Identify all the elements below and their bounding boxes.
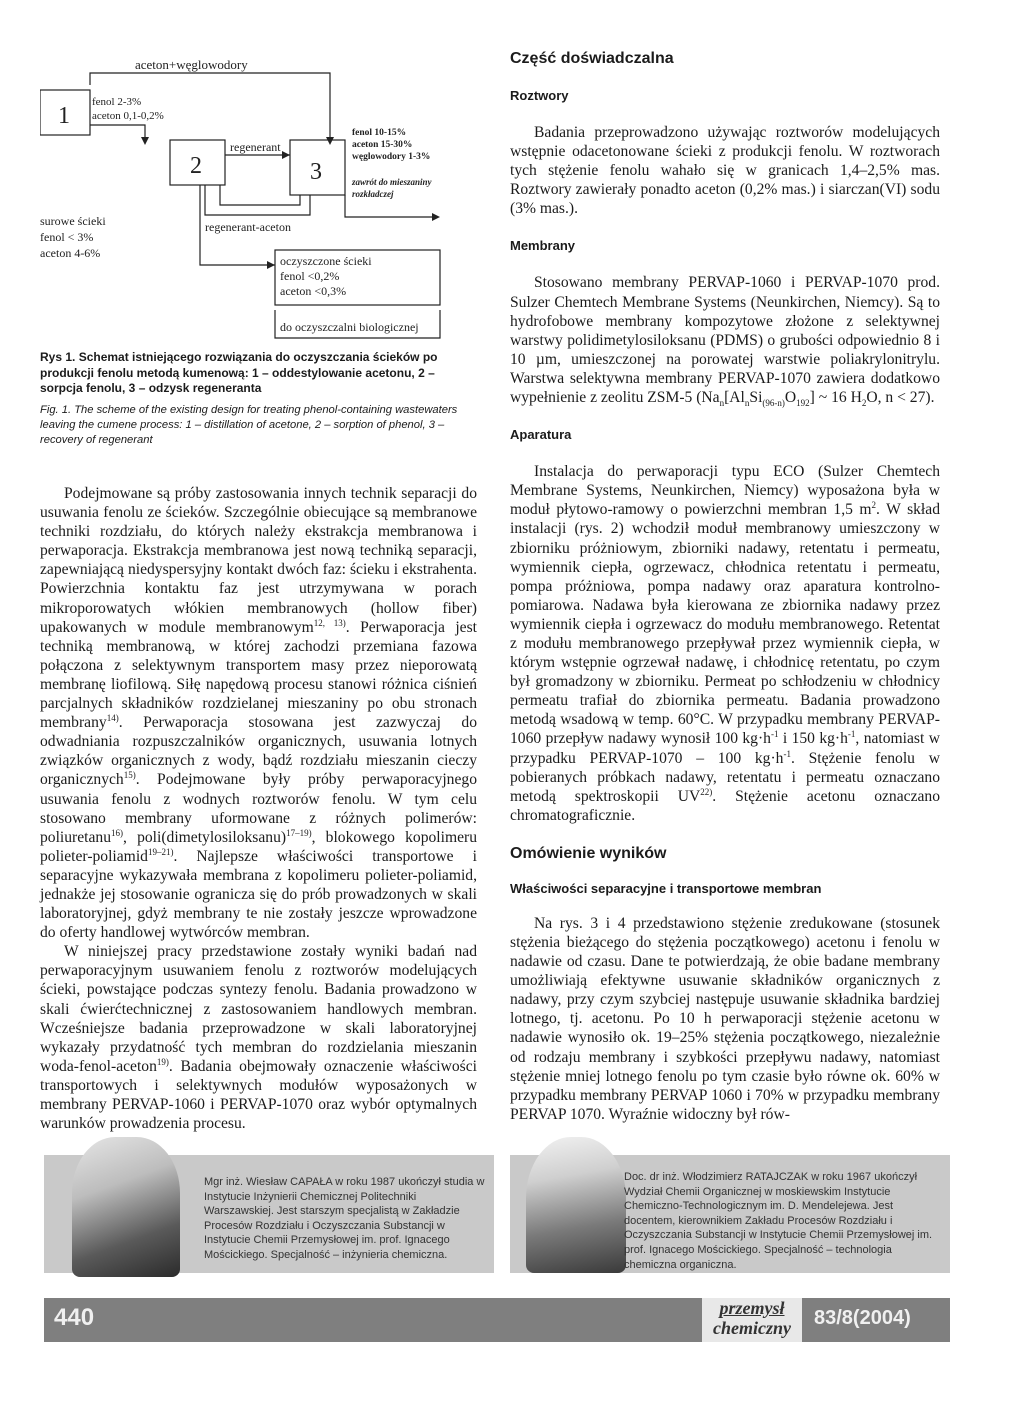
diagram-mix-line2: rozkładczej [352, 189, 394, 199]
diagram-mix-line1: zawrót do mieszaniny [352, 177, 432, 187]
subheading-separation-properties: Właściwości separacyjne i transportowe membran [510, 880, 822, 896]
diagram-box2-number: 2 [190, 153, 202, 179]
section-heading-results: Omówienie wyników [510, 844, 667, 862]
diagram-regenerant-label: regenerant [230, 140, 281, 154]
diagram-box1-line2: aceton 0,1-0,2% [92, 110, 164, 122]
author-photo-capala [72, 1137, 180, 1277]
journal-logo [702, 1298, 802, 1342]
author-bio-ratajczak [510, 1155, 950, 1273]
figure-caption-polish: Rys 1. Schemat istniejącego rozwiązania do oczyszczania ścieków po produkcji fenolu metodą kumenową: 1 – oddestylowanie acetonu, 2 – sorpcja fenolu, 3 – odzysk regeneranta [40, 350, 438, 395]
figure-caption-english: Fig. 1. The scheme of the existing design for treating phenol-containing wastewaters leaving the cumene process: 1 – distillation of acetone, 2 – sorption of phenol, 3 – recovery of regenerant [40, 404, 458, 446]
left-column [40, 484, 477, 1133]
diagram-box3-line1: fenol 10-15% [352, 128, 407, 138]
author-bio-capala [44, 1155, 494, 1273]
diagram-box1-number: 1 [58, 103, 70, 129]
issue-number: 83/8(2004) [814, 1307, 911, 1329]
section-heading-experimental: Część doświadczalna [510, 50, 674, 67]
solutions-paragraph: Badania przeprowadzono używając roztworów modelujących wstępnie odacetonowane ścieki z produkcji fenolu. W roztworach tych stężenie fenolu wahało się w granicach 1,4–2,5% mas. Roztwory zawierały ponadto aceton (0,2% mas.) i siarczan(VI) sodu (3% mas.). [510, 124, 940, 218]
results-paragraph: Na rys. 3 i 4 przedstawiono stężenie zredukowane (stosunek stężenia bieżącego do stężenia początkowego) acetonu i fenolu w nadawie od czasu. Dane te potwierdzają, że obie badane membrany umożliwiają efektywne usuwanie składników organicznych z nadawy, przy czym szybciej następuje usuwanie składnika bardziej lotnego, tj. acetonu. Po 10 h perwaporacji stężenie acetonu w nadawie wynosiło ok. 19–25% stężenia początkowego, niezależnie od rodzaju membrany i szybkości przepływu nadawy, natomiast stężenie mniej lotnego fenolu po tym czasie było równe ok. 60% w przypadku membrany PERVAP 1060 i 70% w przypadku membrany PERVAP 1070. Wyraźnie widoczny był rów- [510, 914, 940, 1123]
diagram-clean-line3: aceton <0,3% [280, 284, 347, 298]
diagram-box1-line1: fenol 2-3% [92, 96, 142, 108]
diagram-top-label: aceton+węglowodory [135, 57, 248, 72]
diagram-box3-line3: węglowodory 1-3% [352, 152, 431, 162]
right-column [510, 50, 940, 1124]
author-bio-text-capala: Mgr inż. Wiesław CAPAŁA w roku 1987 ukończył studia w Instytucie Inżynierii Chemicznej Politechniki Warszawskiej. Jest starszym specjalistą w Zakładzie Procesów Rozdziału i Oczyszczania Substancji w Instytucie Chemii Przemysłowej im. prof. Ignacego Mościckiego. Specjalność – inżynieria chemiczna. [204, 1176, 485, 1261]
aim-paragraph: W niniejszej pracy przedstawione zostały wyniki badań nad perwaporacyjnym usuwaniem fenolu z roztworów modelujących ścieki, powstające podczas syntezy fenolu. Badania prowadzono w skali ćwierćtechnicznej z zastosowaniem handlowych membran. Wcześniejsze badania przeprowadzone w skali laboratoryjnej wykazały przydatność tych membran do rozdzielania mieszanin woda-fenol-aceton$^{19)}$. Badania obejmowały oznaczenie właściwości transportowych i selektywnych modułów wyposażonych w membrany PERVAP-1060 i PERVAP-1070 oraz wybór optymalnych warunków prowadzenia procesu. [40, 943, 477, 1133]
diagram-waste-line3: aceton 4-6% [40, 246, 101, 260]
journal-logo-line1: przemysł [719, 1298, 785, 1318]
process-scheme-diagram [40, 55, 460, 355]
page-number: 440 [54, 1304, 95, 1331]
diagram-bio-label: do oczyszczalni biologicznej [280, 320, 419, 334]
diagram-clean-line2: fenol <0,2% [280, 269, 340, 283]
subheading-apparatus: Aparatura [510, 427, 572, 443]
diagram-box3-line2: aceton 15-30% [352, 140, 413, 150]
diagram-regen-aceton-label: regenerant-aceton [205, 220, 291, 234]
diagram-waste-line2: fenol < 3% [40, 230, 94, 244]
footer-band [44, 1298, 950, 1342]
author-bio-text-ratajczak: Doc. dr inż. Włodzimierz RATAJCZAK w roku 1967 ukończył Wydział Chemii Organicznej w moskiewskim Instytucie Chemiczno-Technologicznym im. D. Mendelejewa. Jest docentem, kierownikiem Zakładu Procesów Rozdziału i Oczyszczania Substancji w Instytucie Chemii Przemysłowej im. prof. Ignacego Mościckiego. Specjalność – technologia chemiczna organiczna. [624, 1171, 933, 1271]
diagram-box3-number: 3 [310, 159, 322, 185]
apparatus-paragraph: Instalacja do perwaporacji typu ECO (Sulzer Chemtech Membrane Systems, Neunkirchen, Niemcy) wyposażona była w moduł płytowo-ramowy o powierzchni membran 1,5 $m^2$. W skład instalacji (rys. 2) wchodził moduł membranowy umieszczony w zbiorniku próżniowym, zbiorniki nadawy, retentatu i permeatu, wymiennik ciepła, ogrzewacz, chłodnica retentatu i permeatu, pompa próżniowa, pompa nadawy oraz aparatura kontrolno-pomiarowa. Nadawa była kierowana ze zbiornika nadawy przez wymiennik ciepła i ogrzewacz do modułu membranowego. Retentat z modułu membranowego przepływał przez wymiennik ciepła, w którym wstępnie ogrzewał nadawę, i chłodnicę retentatu, po czym był gromadzony w zbiorniku. Permeat po schłodzeniu w chłodnicy permeatu trafiał do zbiornika permeatu. Badania prowadzono metodą wsadową w temp. 60°C. W przypadku membrany PERVAP-1060 przepływ nadawy wynosił 100 $kg\cdot h^{-1}$ i 150 $kg\cdot h^{-1}$, natomiast w przypadku PERVAP-1070 – 100 $kg\cdot h^{-1}$. Stężenie fenolu w pobieranych próbkach nadawy, retentatu i permeatu oznaczano metodą spektroskopii UV$^{22)}$. Stężenie acetonu oznaczano chromatograficznie. [510, 463, 941, 824]
intro-paragraph: Podejmowane są próby zastosowania innych technik separacji do usuwania fenolu ze ścieków. Szczególnie obiecujące są membranowe techniki rozdziału, do których należy ekstrakcja membranowa i perwaporacja. Ekstrakcja membranowa jest nową techniką separacji, zapewniającą niedyspersyjny kontakt dwóch faz: ścieku i ekstrahenta. Powierzchnia kontaktu faz jest utrzymywana w porach mikroporowatych włókien membranowych (hollow fiber) upakowanych w module membranowym$^{12, 13)}$. Perwaporacja jest techniką membranową, w której zachodzi przemiana fazowa połączona z selektywnym transportem masy przez nieporowatą membranę liofilową. Siłę napędową procesu stanowi różnica ciśnień parcjalnych składników rozdzielanej mieszaniny po obu stronach membrany$^{14)}$. Perwaporacja stosowana jest zazwyczaj do odwadniania rozpuszczalników organicznych, usuwania lotnych związków organicznych z wody, bądź rozdziału mieszanin cieczy organicznych$^{15)}$. Podejmowane były próby perwaporacyjnego usuwania fenolu z wodnych roztworów fenolu. W tym celu stosowano membrany uformowane z różnych polimerów: poliuretanu$^{16)}$, poli(dimetylosiloksanu)$^{17-19)}$, blokowego kopolimeru polieter-poliamid$^{19-21)}$. Najlepsze właściwości transportowe i separacyjne wykazywała membrana z kopolimeru polieter-poliamid, jednakże jej stosowanie ogranicza się do prób prowadzonych w skali laboratoryjnej, gdyż membrany te nie zostały jeszcze wprowadzone do oferty handlowej wytwórców membran. [40, 485, 477, 942]
membranes-paragraph: Stosowano membrany PERVAP-1060 i PERVAP-1070 prod. Sulzer Chemtech Membrane Systems (Neunkirchen, Niemcy). Są to hydrofobowe membrany kompozytowe złożone z selektywnej warstwy polidimetylosiloksanu (PDMS) o grubości odpowiednio 8 i 10 µm, umieszczonej na porowatej warstwie poliakrylonitrylu. Warstwa selektywna membrany PERVAP-1070 zawiera dodatkowo wypełnienie z zeolitu ZSM-5 ($Na_n[Al_nSi_{(96-n)}O_{192}]$ ~ 16 $H_2O$, n < 27). [510, 274, 940, 409]
author-photo-ratajczak [526, 1137, 626, 1273]
diagram-clean-line1: oczyszczone ścieki [280, 254, 372, 268]
subheading-solutions: Roztwory [510, 88, 569, 103]
subheading-membranes: Membrany [510, 238, 576, 254]
journal-logo-line2: chemiczny [713, 1318, 791, 1338]
diagram-waste-line1: surowe ścieki [40, 214, 106, 228]
